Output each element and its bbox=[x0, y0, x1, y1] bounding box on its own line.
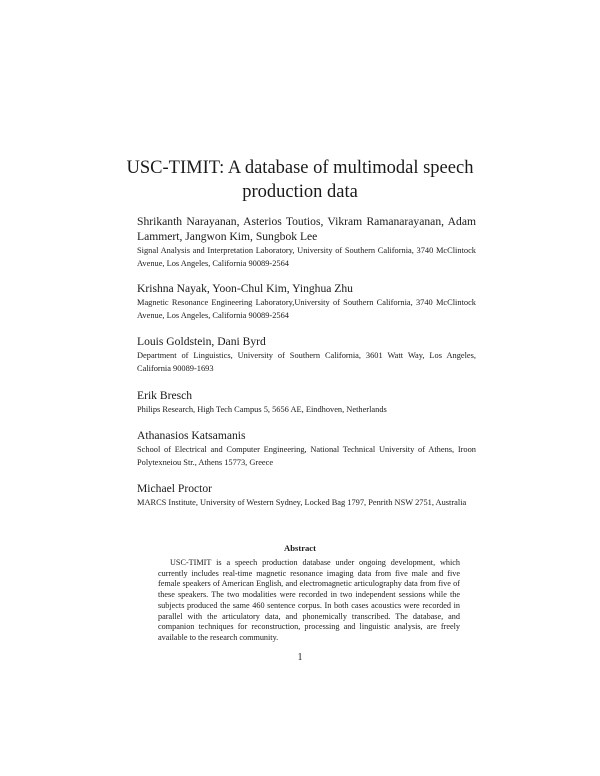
author-names: Louis Goldstein, Dani Byrd bbox=[137, 335, 266, 348]
author-group-6 bbox=[137, 481, 476, 509]
author-names: Erik Bresch bbox=[137, 389, 193, 402]
author-group-4 bbox=[137, 388, 476, 416]
author-affiliation: School of Electrical and Computer Engineering, National Technical University of Athens, Iroon Polytexneiou Str., Athens 15773, Greece bbox=[137, 445, 476, 467]
author-names: Shrikanth Narayanan, Asterios Toutios, Vikram Ramanarayanan, Adam Lammert, Jangwon Kim, Sungbok Lee bbox=[137, 215, 476, 243]
abstract-heading: Abstract bbox=[284, 543, 316, 553]
author-group-2 bbox=[137, 281, 476, 322]
abstract-text: USC-TIMIT is a speech production database under ongoing development, which currently includes real-time magnetic resonance imaging data from five male and five female speakers of American English, and electromagnetic articulography data from five of these speakers. The two modalities were recorded in two independent sessions while the subjects produced the same 460 sentence corpus. In both cases acoustics were recorded in parallel with the articulatory data, and phonemically transcribed. The database, and companion techniques for reconstruction, processing and linguistic analysis, are freely available to the research community. bbox=[158, 558, 460, 642]
author-affiliation: MARCS Institute, University of Western Sydney, Locked Bag 1797, Penrith NSW 2751, Australia bbox=[137, 498, 467, 507]
author-affiliation: Philips Research, High Tech Campus 5, 5656 AE, Eindhoven, Netherlands bbox=[137, 405, 387, 414]
page-number: 1 bbox=[297, 652, 303, 663]
author-group-3 bbox=[137, 334, 476, 375]
author-names: Krishna Nayak, Yoon-Chul Kim, Yinghua Zhu bbox=[137, 282, 353, 295]
author-names: Athanasios Katsamanis bbox=[137, 429, 246, 442]
author-affiliation: Magnetic Resonance Engineering Laboratory,University of Southern California, 3740 McClintock Avenue, Los Angeles, California 90089-2564 bbox=[137, 298, 476, 320]
paper-title: USC-TIMIT: A database of multimodal speech production data bbox=[126, 158, 474, 202]
author-affiliation: Department of Linguistics, University of Southern California, 3601 Watt Way, Los Angeles, California 90089-1693 bbox=[137, 351, 476, 373]
author-affiliation: Signal Analysis and Interpretation Laboratory, University of Southern California, 3740 McClintock Avenue, Los Angeles, California 90089-2564 bbox=[137, 246, 476, 268]
author-names: Michael Proctor bbox=[137, 482, 213, 495]
author-group-1 bbox=[137, 214, 476, 270]
author-group-5 bbox=[137, 428, 476, 469]
